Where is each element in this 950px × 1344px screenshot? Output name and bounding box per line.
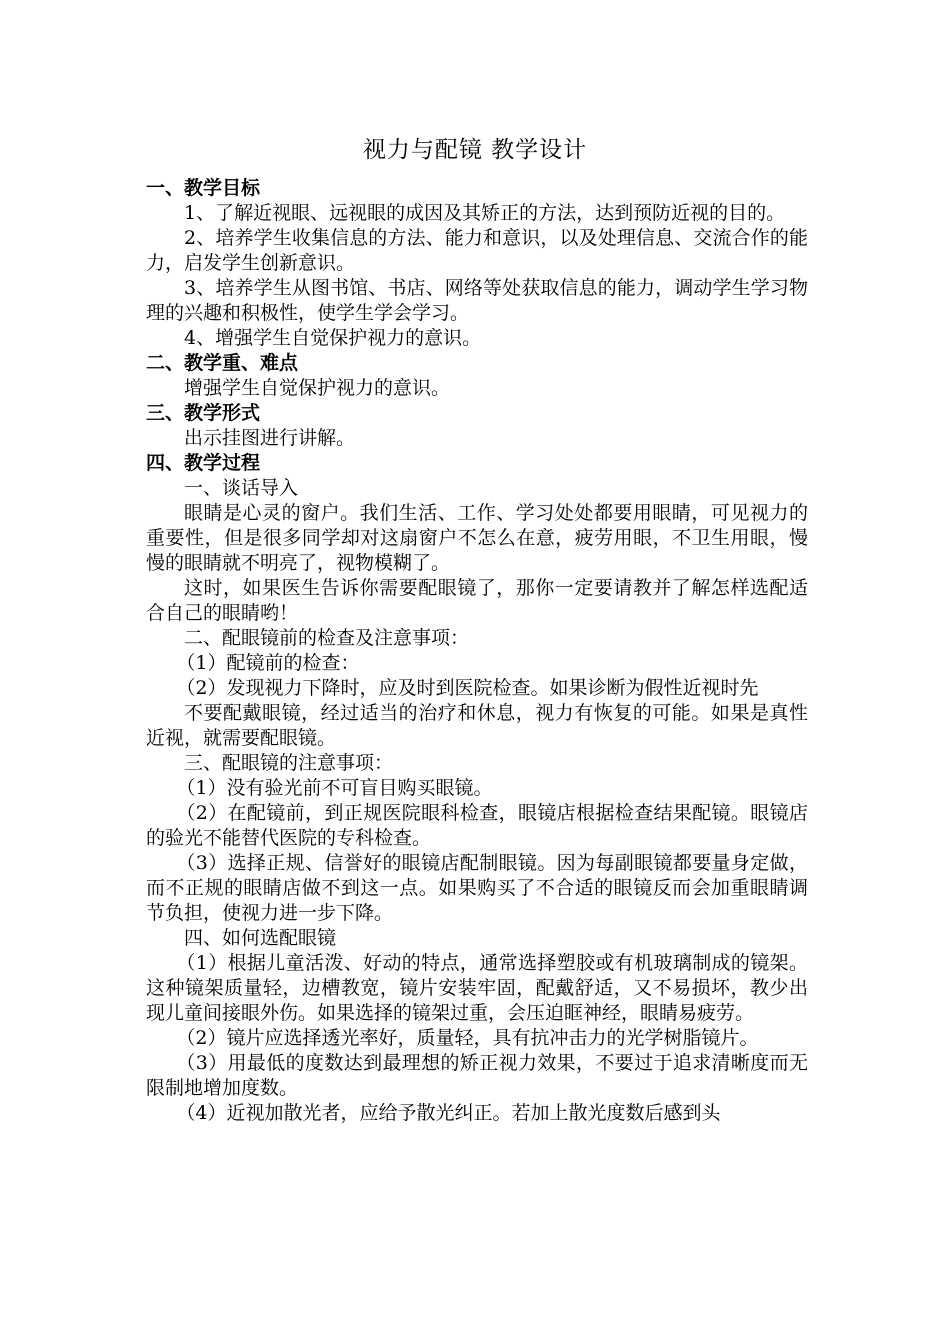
section-heading-goals: 一、教学目标 (146, 177, 261, 199)
process-list-item: （4）近视加散光者，应给予散光纠正。若加上散光度数后感到头 (176, 1102, 721, 1124)
process-list-item: （2）镜片应选择透光率好，质量轻，具有抗冲击力的光学树脂镜片。 (176, 1027, 759, 1049)
process-list-item: （2）发现视力下降时，应及时到医院检查。如果诊断为假性近视时先 (176, 677, 759, 699)
process-list-item: （3）选择正规、信誉好的眼镜店配制眼镜。因为每副眼镜都要量身定做，而不正规的眼睛店做不到这一点。如果购买了不合适的眼镜反而会加重眼睛调节负担，使视力进一步下降。 (146, 852, 808, 924)
key-points-paragraph: 增强学生自觉保护视力的意识。 (184, 377, 451, 399)
document-title: 视力与配镜 教学设计 (362, 137, 588, 163)
process-list-item: （3）用最低的度数达到最理想的矫正视力效果，不要过于追求清晰度而无限制地增加度数。 (146, 1052, 808, 1099)
process-subheading-checks: 二、配眼镜前的检查及注意事项： (184, 627, 470, 649)
goal-paragraph-4: 4、增强学生自觉保护视力的意识。 (184, 327, 482, 349)
process-list-item: （2）在配镜前，到正规医院眼科检查，眼镜店根据检查结果配镜。眼镜店的验光不能替代医院的专科检查。 (146, 802, 808, 849)
process-paragraph: 眼睛是心灵的窗户。我们生活、工作、学习处处都要用眼睛，可见视力的重要性，但是很多同学却对这扇窗户不怎么在意，疲劳用眼，不卫生用眼，慢慢的眼睛就不明亮了，视物模糊了。 (146, 502, 808, 574)
section-heading-key-points: 二、教学重、难点 (146, 352, 299, 374)
process-subheading-notes: 三、配眼镜的注意事项： (184, 752, 394, 774)
process-list-item: （1）根据儿童活泼、好动的特点，通常选择塑胶或有机玻璃制成的镜架。这种镜架质量轻，边槽教宽，镜片安装牢固，配戴舒适，又不易损坏，教少出现儿童间接眼外伤。如果选择的镜架过重，会压迫眶神经，眼睛易疲劳。 (146, 952, 808, 1024)
format-paragraph: 出示挂图进行讲解。 (184, 427, 356, 449)
document-body (146, 176, 808, 1126)
process-list-item: （1）没有验光前不可盲目购买眼镜。 (176, 777, 493, 799)
goal-paragraph-1: 1、了解近视眼、远视眼的成因及其矫正的方法，达到预防近视的目的。 (184, 202, 786, 224)
process-paragraph: 不要配戴眼镜，经过适当的治疗和休息，视力有恢复的可能。如果是真性近视，就需要配眼镜。 (146, 702, 808, 749)
goal-paragraph-2: 2、培养学生收集信息的方法、能力和意识，以及处理信息、交流合作的能力，启发学生创新意识。 (146, 227, 808, 274)
process-list-item: （1）配镜前的检查： (176, 652, 360, 674)
process-paragraph: 这时，如果医生告诉你需要配眼镜了，那你一定要请教并了解怎样选配适合自己的眼睛哟！ (146, 577, 808, 624)
process-subheading-intro: 一、谈话导入 (184, 477, 299, 499)
section-heading-process: 四、教学过程 (146, 452, 261, 474)
goal-paragraph-3: 3、培养学生从图书馆、书店、网络等处获取信息的能力，调动学生学习物理的兴趣和积极性，使学生学会学习。 (146, 277, 808, 324)
section-heading-format: 三、教学形式 (146, 402, 261, 424)
process-subheading-selection: 四、如何选配眼镜 (184, 927, 337, 949)
